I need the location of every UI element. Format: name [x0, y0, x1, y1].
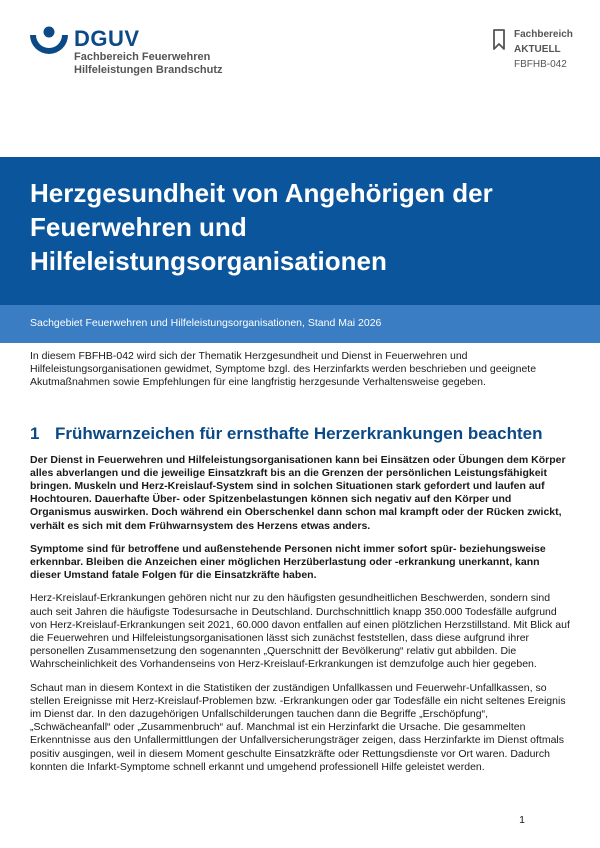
title-band	[0, 157, 600, 305]
badge-code: FBFHB-042	[514, 59, 567, 70]
intro-paragraph: In diesem FBFHB-042 wird sich der Thematik Herzgesundheit und Dienst in Feuerwehren und Hilfeleistungsorganisationen gewidmet, Symptome bzgl. des Herzinfarkts werden beschrieben und geeignete Akutmaßnahmen sowie Empfehlungen für eine langfristig herzgesunde Verhaltensweise gegeben.	[30, 350, 537, 389]
page-number: 1	[519, 814, 525, 826]
bold-paragraph-1: Der Dienst in Feuerwehren und Hilfeleistungsorganisationen kann bei Einsätzen oder Übungen dem Körper alles abverlangen und die jeweilige Einsatzkraft bis an die Grenzen der persönlichen Leistungsfähigkeit bringen. Muskeln und Herz-Kreislauf-System sind in solchen Situationen stark gefordert und laufen auf Hochtouren. Dauerhafte Über- oder Spitzenbelastungen können sich negativ auf den Körper und Organismus auswirken. Doch während ein Oberschenkel dann schon mal krampft oder der Rücken zwickt, verhält es sich mit dem Frühwarnsystem des Herzens etwas anders.	[30, 453, 566, 532]
subtitle-band	[0, 305, 600, 343]
paragraph-4: Schaut man in diesem Kontext in die Statistiken der zuständigen Unfallkassen und Feuerwehr-Unfallkassen, so stellen Ereignisse mit Herz-Kreislauf-Problemen bzw. -Erkrankungen oder gar Todesfälle ein nicht seltenes Ereignis im Dienst dar. In den dazugehörigen Unfallschilderungen tauchen dann die Begriffe „Erschöpfung“, „Schwächeanfall“ oder „Zusammenbruch“ auf. Manchmal ist ein Herzinfarkt die Ursache. Die gesammelten Erkenntnisse aus den Unfallermittlungen der Unfallversicherungsträger zeigen, dass Herzinfarkte im Dienst oftmals positiv ausgingen, weil in diesem Moment geschulte Einsatzkräfte oder Rettungsdienste vor Ort waren. Dadurch konnten die Infarkt-Symptome schnell erkannt und umgehend professionell Hilfe geleistet werden.	[30, 681, 566, 773]
org-line-1: Fachbereich Feuerwehren	[74, 51, 211, 63]
section-title: Frühwarnzeichen für ernsthafte Herzerkrankungen beachten	[55, 423, 543, 443]
paragraph-3: Herz-Kreislauf-Erkrankungen gehören nicht nur zu den häufigsten gesundheitlichen Beschwerden, sondern sind auch seit Jahren die häufigste Todesursache in Deutschland. Durchschnittlich knapp 350.000 Todesfälle aufgrund von Herz-Kreislauf-Erkrankungen seit 2021, 60.000 davon entfallen auf einen plötzlichen Herzstillstand. Mit Blick auf die Feuerwehren und Hilfeleistungsorganisationen lässt sich zunächst feststellen, dass diese aufgrund ihrer personellen Zusammensetzung den sogenannten „Querschnitt der Bevölkerung“ relativ gut abbilden. Die Wahrscheinlichkeit des Vorhandenseins von Herz-Kreislauf-Erkrankungen ist demzufolge auch hier gegeben.	[30, 592, 570, 671]
badge-line-2: AKTUELL	[514, 44, 561, 55]
bold-paragraph-2: Symptome sind für betroffene und außenstehende Personen nicht immer sofort spür- beziehungsweise erkennbar. Bleiben die Anzeichen einer möglichen Herzüberlastung oder -erkrankung unerkannt, kann dieser Umstand fatale Folgen für die Einsatzkräfte haben.	[30, 542, 546, 582]
section-number: 1	[30, 423, 40, 443]
bookmark-icon	[492, 29, 506, 51]
document-subtitle: Sachgebiet Feuerwehren und Hilfeleistungsorganisationen, Stand Mai 2026	[30, 317, 382, 329]
document-body	[30, 350, 570, 784]
brand-block	[74, 27, 223, 77]
brand-name: DGUV	[74, 26, 140, 51]
dguv-logo-icon	[29, 25, 69, 55]
org-line-2: Hilfeleistungen Brandschutz	[74, 64, 223, 76]
document-title: Herzgesundheit von Angehörigen der Feuerwehren und Hilfeleistungsorganisationen	[30, 178, 493, 276]
badge-line-1: Fachbereich	[514, 29, 573, 40]
section-heading	[30, 424, 570, 444]
